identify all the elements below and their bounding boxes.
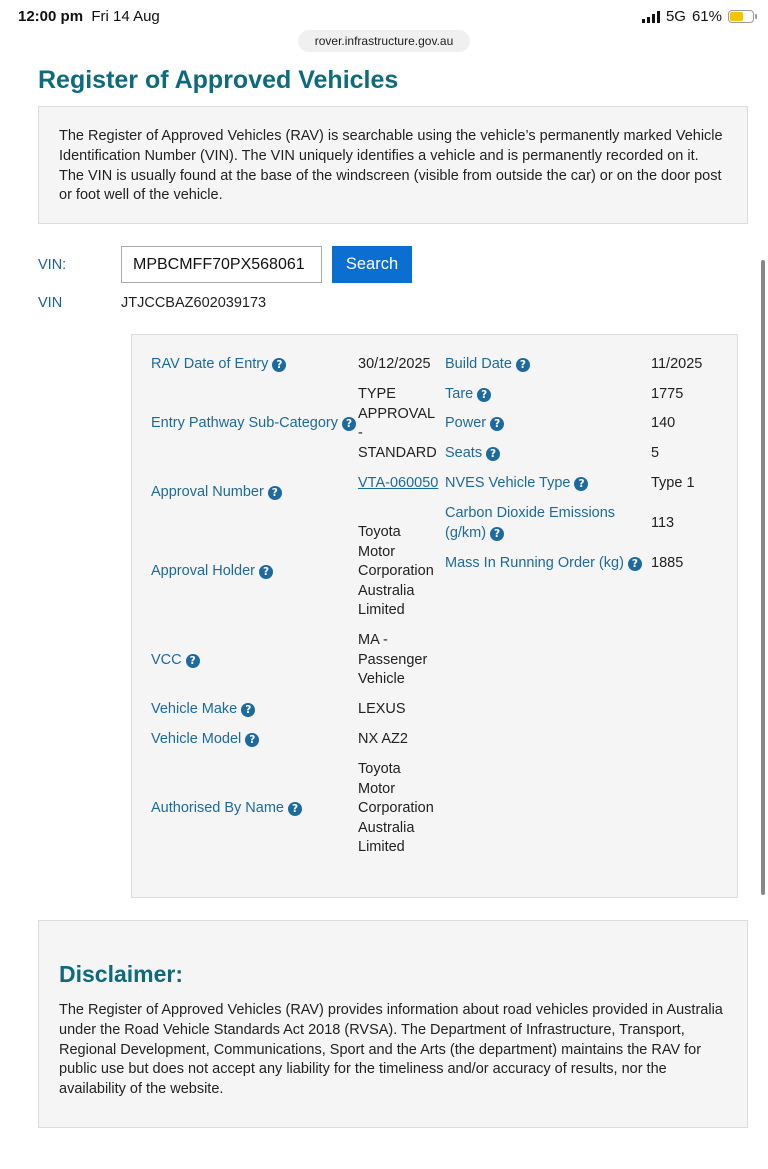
co2-emissions-label: [445, 504, 635, 543]
search-button[interactable]: Search: [332, 246, 412, 283]
build-date-label: [445, 355, 530, 375]
approval-number-link[interactable]: VTA-060050: [358, 475, 439, 491]
label-text: Approval Number: [151, 484, 264, 500]
entry-pathway-sub-category-value: TYPE APPROVAL - STANDARD: [358, 386, 437, 461]
help-icon[interactable]: ?: [241, 703, 255, 717]
disclaimer-text: The Register of Approved Vehicles (RAV) provides information about road vehicles provided in Australia under the Road Vehicle Standards Act 2018 (RVSA). The Department of Infrastructure, Transport, Regional Development, Communications, Sport and the Arts (the department) maintains the RAV for public use but does not accept any liability for the timeliness and/or accuracy of results, nor the availability of the website.: [59, 1002, 723, 1098]
tare-label: [445, 385, 491, 405]
help-icon[interactable]: ?: [486, 447, 500, 461]
tare-value: 1775: [651, 386, 684, 402]
status-date: Fri 14 Aug: [91, 8, 160, 25]
rav-date-of-entry-label: [151, 355, 286, 375]
seats-label: [445, 444, 500, 464]
battery-level: [730, 12, 743, 21]
vin-search-label: VIN:: [38, 257, 67, 273]
vehicle-make-label: [151, 700, 255, 720]
help-icon[interactable]: ?: [516, 358, 530, 372]
help-icon[interactable]: ?: [628, 557, 642, 571]
result-vin-value: JTJCCBAZ602039173: [121, 295, 267, 311]
network-type: 5G: [665, 8, 686, 25]
help-icon[interactable]: ?: [186, 654, 200, 668]
seats-value: 5: [651, 445, 660, 461]
label-text: Approval Holder: [151, 563, 255, 579]
vcc-label: [151, 651, 200, 671]
page-title: Register of Approved Vehicles: [38, 66, 399, 94]
address-bar[interactable]: rover.infrastructure.gov.au: [298, 30, 470, 52]
cellular-signal-icon: [642, 11, 660, 23]
intro-text: The Register of Approved Vehicles (RAV) is searchable using the vehicle’s permanently marked Vehicle Identification Number (VIN). The VIN uniquely identifies a vehicle and is permanently recorded on it. The VIN is usually found at the base of the windscreen (visible from outside the car) or on the door post or foot well of the vehicle.: [59, 128, 723, 204]
help-icon[interactable]: ?: [245, 733, 259, 747]
battery-percent: 61%: [691, 8, 722, 25]
status-indicators: [642, 8, 754, 25]
authorised-by-name-value: Toyota Motor Corporation Australia Limited: [358, 761, 434, 855]
help-icon[interactable]: ?: [574, 477, 588, 491]
disclaimer-box: [38, 920, 748, 1128]
label-text: Power: [445, 415, 487, 431]
nves-vehicle-type-label: [445, 474, 588, 494]
authorised-by-name-label: [151, 799, 302, 819]
scrollbar[interactable]: [761, 260, 765, 895]
vehicle-make-value: LEXUS: [358, 701, 406, 717]
result-vin-label: VIN: [38, 295, 63, 311]
label-text: Authorised By Name: [151, 800, 284, 816]
help-icon[interactable]: ?: [342, 417, 356, 431]
label-text: Seats: [445, 445, 483, 461]
label-text: Vehicle Model: [151, 731, 242, 747]
approval-number-label: [151, 483, 282, 503]
co2-emissions-value: 113: [651, 515, 675, 531]
help-icon[interactable]: ?: [490, 417, 504, 431]
status-bar: [0, 0, 768, 34]
label-text: Carbon Dioxide Emissions (g/km): [445, 505, 616, 541]
mass-in-running-order-label: [445, 554, 642, 574]
battery-icon: [728, 10, 754, 23]
vehicle-model-value: NX AZ2: [358, 731, 408, 747]
help-icon[interactable]: ?: [490, 527, 504, 541]
help-icon[interactable]: ?: [268, 486, 282, 500]
label-text: RAV Date of Entry: [151, 356, 269, 372]
intro-box: [38, 106, 748, 224]
disclaimer-title: Disclaimer:: [59, 961, 184, 987]
rav-date-of-entry-value: 30/12/2025: [358, 356, 431, 372]
entry-pathway-sub-category-label: [151, 414, 356, 434]
approval-number-value[interactable]: [358, 474, 440, 494]
vin-search-input[interactable]: [121, 246, 322, 283]
vehicle-model-label: [151, 730, 259, 750]
build-date-value: 11/2025: [651, 356, 703, 372]
nves-vehicle-type-value: Type 1: [651, 475, 695, 491]
label-text: Vehicle Make: [151, 701, 238, 717]
approval-holder-label: [151, 562, 273, 582]
label-text: Tare: [445, 386, 474, 402]
help-icon[interactable]: ?: [288, 802, 302, 816]
approval-holder-value: Toyota Motor Corporation Australia Limited: [358, 524, 434, 618]
label-text: NVES Vehicle Type: [445, 475, 571, 491]
power-label: [445, 414, 504, 434]
vcc-value: MA - Passenger Vehicle: [358, 632, 428, 687]
help-icon[interactable]: ?: [272, 358, 286, 372]
help-icon[interactable]: ?: [477, 388, 491, 402]
label-text: VCC: [151, 652, 182, 668]
status-time: [18, 8, 160, 25]
status-clock: 12:00 pm: [18, 8, 84, 25]
label-text: Mass In Running Order (kg): [445, 555, 624, 571]
mass-in-running-order-value: 1885: [651, 555, 684, 571]
label-text: Build Date: [445, 356, 512, 372]
power-value: 140: [651, 415, 676, 431]
label-text: Entry Pathway Sub-Category: [151, 415, 338, 431]
help-icon[interactable]: ?: [259, 565, 273, 579]
